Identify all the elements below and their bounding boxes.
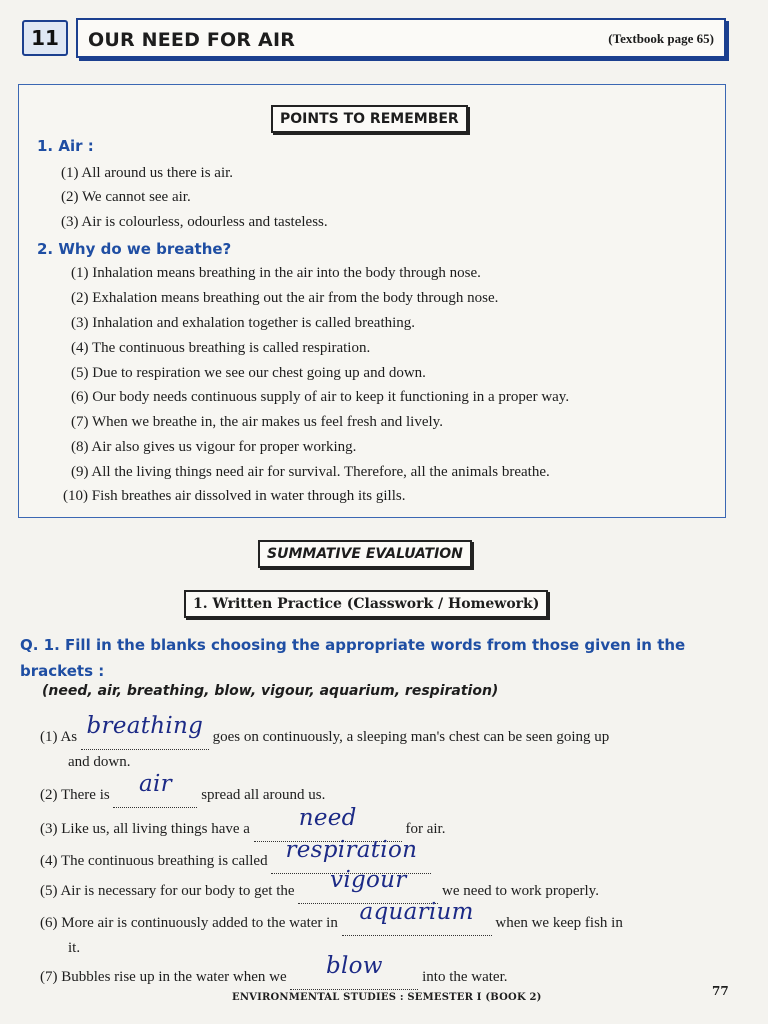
handwritten-answer: breathing (86, 713, 204, 739)
point-item: (5) Due to respiration we see our chest going up and down. (71, 365, 426, 381)
answer-blank (290, 953, 418, 990)
answer-blank (81, 713, 209, 750)
fill-item: (2) There is air spread all around us. (40, 780, 740, 808)
question-text: Fill in the blanks choosing the appropriate words from those given in the brackets : (20, 636, 686, 680)
book-footer: ENVIRONMENTAL STUDIES : SEMESTER I (BOOK 2) (232, 992, 542, 1003)
handwritten-answer: aquarium (359, 899, 474, 925)
written-practice-heading: 1. Written Practice (Classwork / Homework) (184, 590, 548, 618)
chapter-header (22, 16, 728, 58)
point-item: (6) Our body needs continuous supply of air to keep it functioning in a proper way. (71, 389, 570, 405)
points-heading: POINTS TO REMEMBER (271, 105, 468, 133)
fill-item: (5) Air is necessary for our body to get the vigour we need to work properly. (40, 876, 740, 904)
points-to-remember-box (18, 84, 726, 518)
fill-item: (1) As breathing goes on continuously, a sleeping man's chest can be seen going up and down. (40, 713, 610, 770)
question-label: Q. 1. (20, 636, 60, 654)
answer-blank (342, 899, 492, 936)
point-item: (8) Air also gives us vigour for proper working. (71, 439, 357, 455)
point-item: (1) All around us there is air. (61, 165, 234, 181)
fill-item: (3) Like us, all living things have a need for air. (40, 814, 740, 842)
chapter-title: OUR NEED FOR AIR (88, 29, 296, 51)
point-item: (10) Fish breathes air dissolved in water through its gills. (63, 488, 406, 504)
chapter-title-box (76, 18, 726, 58)
fill-item: (7) Bubbles rise up in the water when we blow into the water. (40, 962, 740, 990)
answer-blank (113, 771, 197, 808)
chapter-number: 11 (22, 20, 68, 56)
fill-item: (4) The continuous breathing is called respiration (40, 846, 740, 874)
point-item: (7) When we breathe in, the air makes us feel fresh and lively. (71, 414, 443, 430)
textbook-reference: (Textbook page 65) (608, 31, 714, 46)
question-prompt (20, 632, 740, 684)
summative-heading: SUMMATIVE EVALUATION (258, 540, 472, 568)
point-item: (9) All the living things need air for survival. Therefore, all the animals breathe. (71, 464, 550, 480)
handwritten-answer: respiration (285, 837, 418, 863)
handwritten-answer: vigour (330, 867, 407, 893)
page-number: 77 (712, 984, 729, 998)
handwritten-answer: blow (325, 953, 383, 979)
point-item: (2) Exhalation means breathing out the air from the body through nose. (71, 290, 499, 306)
point-item: (2) We cannot see air. (61, 189, 191, 205)
handwritten-answer: need (298, 805, 357, 831)
point-item: (1) Inhalation means breathing in the air into the body through nose. (71, 265, 481, 281)
handwritten-answer: air (138, 771, 172, 797)
point-item: (4) The continuous breathing is called respiration. (71, 340, 371, 356)
point-item: (3) Inhalation and exhalation together is called breathing. (71, 315, 416, 331)
section-title-breathe: 2. Why do we breathe? (37, 240, 232, 258)
point-item: (3) Air is colourless, odourless and tasteless. (61, 214, 328, 230)
fill-item: (6) More air is continuously added to the water in aquarium when we keep fish in it. (40, 899, 623, 956)
word-bank: (need, air, breathing, blow, vigour, aquarium, respiration) (42, 683, 499, 699)
section-title-air: 1. Air : (37, 137, 94, 155)
